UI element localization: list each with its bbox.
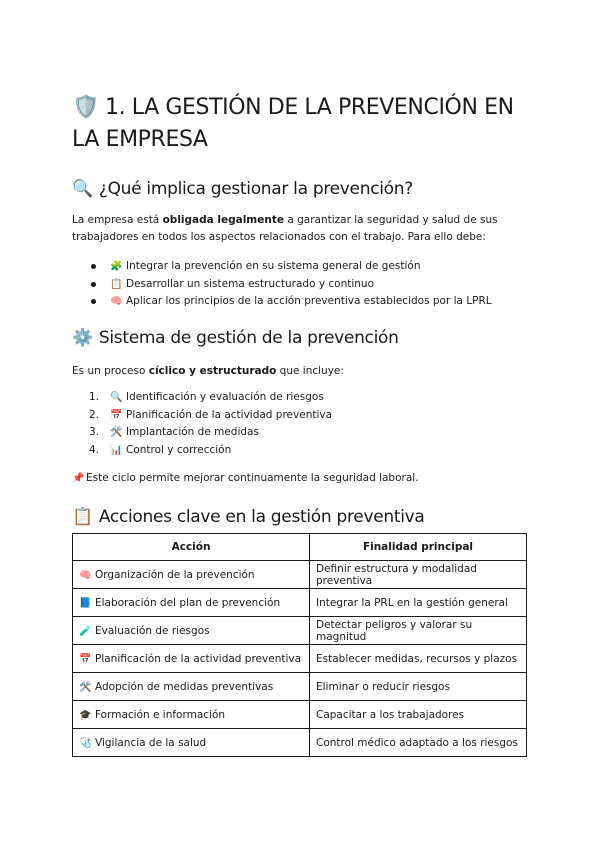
pushpin-icon: 📌	[72, 473, 85, 484]
list-item	[72, 442, 332, 460]
step-text: Identificación y evaluación de riesgos	[126, 391, 324, 403]
table-cell-finalidad: Eliminar o reducir riesgos	[310, 673, 527, 701]
tools-icon: 🛠️	[110, 427, 123, 438]
table-cell-finalidad: Establecer medidas, recursos y plazos	[310, 645, 527, 673]
stethoscope-icon: 🩺	[79, 737, 92, 749]
column-header-accion: Acción	[73, 534, 310, 561]
table-row	[73, 589, 527, 617]
column-header-finalidad: Finalidad principal	[310, 534, 527, 561]
table-row	[73, 729, 527, 757]
table-cell-finalidad: Integrar la PRL en la gestión general	[310, 589, 527, 617]
cycle-note-text: Este ciclo permite mejorar continuamente la seguridad laboral.	[86, 472, 419, 484]
step-number: 2.	[89, 408, 100, 421]
cell-text: Vigilancia de la salud	[95, 736, 207, 749]
process-paragraph	[72, 363, 532, 380]
intro-text-end: a garantizar la seguridad y salud de sus trabajadores en todos los aspectos relacionados con el trabajo. Para ello debe:	[72, 214, 498, 243]
process-text-start: Es un proceso	[72, 365, 149, 377]
table-cell-finalidad: Detectar peligros y valorar su magnitud	[310, 617, 527, 645]
list-item	[72, 258, 492, 276]
process-steps-list	[72, 389, 332, 459]
clipboard-icon: 📋	[110, 278, 123, 290]
table-cell-finalidad: Capacitar a los trabajadores	[310, 701, 527, 729]
table-cell-accion	[73, 673, 310, 701]
process-text-bold: cíclico y estructurado	[148, 365, 277, 377]
intro-text-bold: obligada legalmente	[162, 214, 284, 226]
list-item	[72, 424, 332, 442]
section-heading-text: ¿Qué implica gestionar la prevención?	[98, 179, 413, 199]
clipboard-icon: 📋	[72, 507, 93, 527]
brain-icon: 🧠	[110, 296, 123, 307]
requirements-list	[72, 258, 492, 311]
table-header-row	[73, 534, 527, 561]
book-icon: 📘	[79, 597, 92, 609]
gear-icon: ⚙️	[72, 328, 93, 348]
table-row	[73, 561, 527, 589]
step-number: 3.	[89, 426, 100, 438]
list-item-text: Desarrollar un sistema estructurado y continuo	[126, 277, 375, 290]
table-row	[73, 673, 527, 701]
table-row	[73, 701, 527, 729]
cell-text: Formación e información	[95, 708, 226, 721]
page-title-text: 1. LA GESTIÓN DE LA PREVENCIÓN EN LA EMPRESA	[72, 95, 514, 152]
table-row	[73, 617, 527, 645]
section-heading-sistema	[72, 327, 399, 349]
table-cell-finalidad: Definir estructura y modalidad preventiva	[310, 561, 527, 589]
calendar-icon: 📅	[110, 409, 123, 421]
step-text: Implantación de medidas	[126, 426, 259, 438]
table-cell-accion	[73, 589, 310, 617]
process-text-end: que incluye:	[276, 365, 344, 377]
section-heading-text: Sistema de gestión de la prevención	[98, 328, 399, 348]
test-tube-icon: 🧪	[79, 625, 92, 637]
table-cell-accion	[73, 645, 310, 673]
cell-text: Evaluación de riesgos	[95, 624, 210, 637]
magnifier-icon: 🔍	[72, 179, 93, 199]
list-item	[72, 276, 492, 294]
table-cell-accion	[73, 729, 310, 757]
bar-chart-icon: 📊	[110, 444, 123, 456]
cell-text: Organización de la prevención	[95, 568, 255, 581]
list-item	[72, 389, 332, 407]
step-number: 4.	[89, 443, 100, 456]
intro-paragraph	[72, 212, 532, 246]
table-cell-accion	[73, 561, 310, 589]
section-heading-text: Acciones clave en la gestión preventiva	[98, 507, 425, 527]
calendar-icon: 📅	[79, 653, 92, 665]
puzzle-icon: 🧩	[110, 261, 123, 272]
list-item	[72, 293, 492, 311]
graduation-cap-icon: 🎓	[79, 709, 92, 721]
cell-text: Elaboración del plan de prevención	[95, 596, 281, 609]
tools-icon: 🛠️	[79, 681, 92, 693]
section-heading-que-implica	[72, 178, 413, 200]
list-item	[72, 407, 332, 425]
step-text: Control y corrección	[126, 443, 232, 456]
magnifier-icon: 🔍	[110, 392, 123, 403]
cycle-note	[72, 470, 532, 487]
table-cell-accion	[73, 617, 310, 645]
cell-text: Planificación de la actividad preventiva	[95, 652, 302, 665]
step-text: Planificación de la actividad preventiva	[126, 408, 333, 421]
cell-text: Adopción de medidas preventivas	[95, 680, 274, 693]
page-title	[72, 92, 532, 156]
section-heading-acciones	[72, 506, 425, 528]
intro-text-start: La empresa está	[72, 214, 163, 226]
table-cell-accion	[73, 701, 310, 729]
list-item-text: Aplicar los principios de la acción preventiva establecidos por la LPRL	[126, 295, 492, 307]
table-cell-finalidad: Control médico adaptado a los riesgos	[310, 729, 527, 757]
list-item-text: Integrar la prevención en su sistema general de gestión	[126, 260, 421, 272]
brain-icon: 🧠	[79, 569, 92, 581]
step-number: 1.	[89, 391, 100, 403]
shield-icon: 🛡️	[72, 95, 99, 120]
actions-table	[72, 533, 527, 757]
table-row	[73, 645, 527, 673]
